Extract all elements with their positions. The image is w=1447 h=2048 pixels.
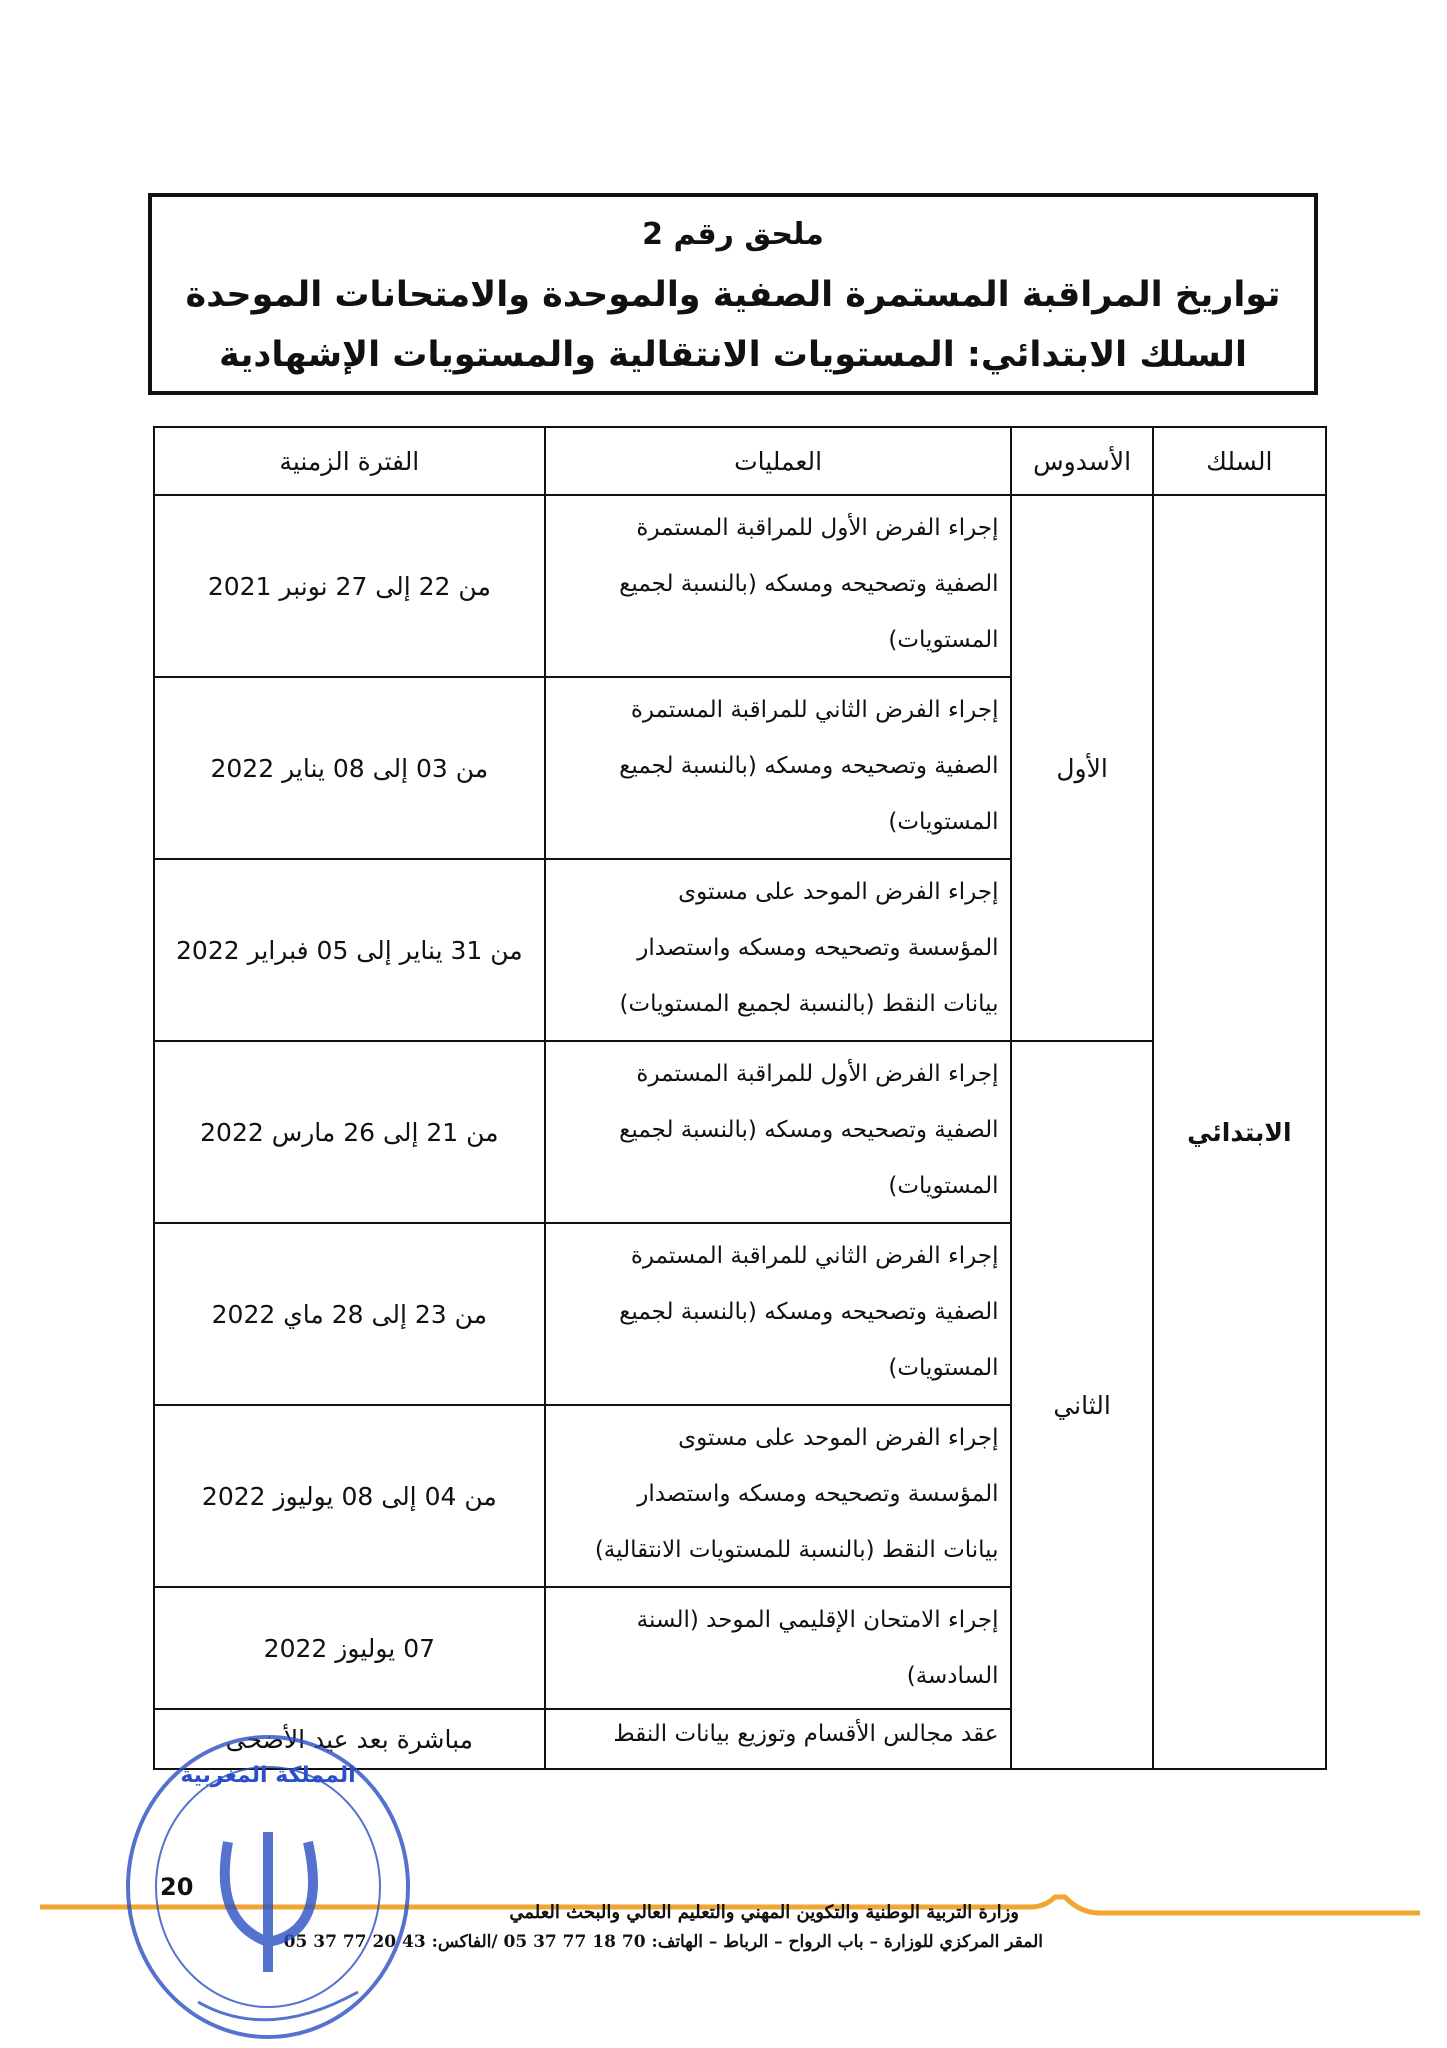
- period-cell: من 31 يناير إلى 05 فبراير 2022: [154, 859, 545, 1041]
- operation-cell: [545, 1587, 1012, 1709]
- operation-cell: [545, 495, 1012, 677]
- cycle-cell: الابتدائي: [1153, 495, 1326, 1769]
- operation-cell: [545, 1405, 1012, 1587]
- operation-line: المستويات): [888, 1355, 999, 1381]
- operation-line: عقد مجالس الأقسام وتوزيع بيانات النقط: [613, 1721, 999, 1747]
- operation-line: بيانات النقط (بالنسبة للمستويات الانتقالية): [594, 1537, 999, 1563]
- operation-cell: [545, 1041, 1012, 1223]
- header-period: الفترة الزمنية: [154, 427, 545, 495]
- period-cell: 07 يوليوز 2022: [154, 1587, 545, 1709]
- operation-line: المستويات): [888, 809, 999, 835]
- operation-line: المستويات): [888, 627, 999, 653]
- operation-cell: [545, 1709, 1012, 1769]
- period-cell: مباشرة بعد عيد الأضحى: [154, 1709, 545, 1769]
- operation-line: بيانات النقط (بالنسبة لجميع المستويات): [619, 991, 999, 1017]
- page-number: 20: [160, 1873, 194, 1901]
- operation-line: المؤسسة وتصحيحه ومسكه واستصدار: [637, 1481, 999, 1507]
- operation-line: إجراء الامتحان الإقليمي الموحد (السنة: [636, 1607, 999, 1633]
- operation-line: إجراء الفرض الأول للمراقبة المستمرة: [636, 515, 999, 541]
- table-header-row: [154, 427, 1326, 495]
- operation-line: إجراء الفرض الموحد على مستوى: [678, 1425, 999, 1451]
- operation-line: الصفية وتصحيحه ومسكه (بالنسبة لجميع: [619, 1117, 999, 1143]
- operation-line: إجراء الفرض الثاني للمراقبة المستمرة: [630, 1243, 999, 1269]
- operation-line: إجراء الفرض الموحد على مستوى: [678, 879, 999, 905]
- ministry-name: وزارة التربية الوطنية والتكوين المهني والتعليم العالي والبحث العلمي: [509, 1902, 1019, 1923]
- schedule-table: [153, 426, 1327, 1770]
- header-cycle: السلك: [1153, 427, 1326, 495]
- semester-second-cell: الثاني: [1011, 1041, 1152, 1769]
- document-header: [148, 193, 1318, 395]
- semester-first-cell: الأول: [1011, 495, 1152, 1041]
- ministry-address: المقر المركزي للوزارة – باب الرواح – الرباط – الهاتف: 70 18 77 37 05 /الفاكس: 43 20 77 37 05: [283, 1932, 1043, 1952]
- operation-cell: [545, 859, 1012, 1041]
- stamp-text: المملكة المغربية: [180, 1763, 356, 1788]
- operation-line: الصفية وتصحيحه ومسكه (بالنسبة لجميع: [619, 753, 999, 779]
- period-cell: من 22 إلى 27 نونبر 2021: [154, 495, 545, 677]
- annex-label: ملحق رقم 2: [642, 217, 824, 252]
- document-title: تواريخ المراقبة المستمرة الصفية والموحدة والامتحانات الموحدة: [185, 275, 1281, 315]
- table-body: [154, 495, 1326, 1769]
- operation-cell: [545, 1223, 1012, 1405]
- operation-line: المؤسسة وتصحيحه ومسكه واستصدار: [637, 935, 999, 961]
- operation-line: المستويات): [888, 1173, 999, 1199]
- official-stamp: [118, 1722, 418, 2042]
- header-operations: العمليات: [545, 427, 1012, 495]
- header-semester: الأسدوس: [1011, 427, 1152, 495]
- period-cell: من 04 إلى 08 يوليوز 2022: [154, 1405, 545, 1587]
- operation-line: إجراء الفرض الثاني للمراقبة المستمرة: [630, 697, 999, 723]
- operation-line: الصفية وتصحيحه ومسكه (بالنسبة لجميع: [619, 1299, 999, 1325]
- period-cell: من 03 إلى 08 يناير 2022: [154, 677, 545, 859]
- table-row: [154, 1041, 1326, 1223]
- operation-cell: [545, 677, 1012, 859]
- operation-line: السادسة): [906, 1663, 999, 1689]
- operation-line: الصفية وتصحيحه ومسكه (بالنسبة لجميع: [619, 571, 999, 597]
- period-cell: من 21 إلى 26 مارس 2022: [154, 1041, 545, 1223]
- table-row: [154, 495, 1326, 677]
- period-cell: من 23 إلى 28 ماي 2022: [154, 1223, 545, 1405]
- operation-line: إجراء الفرض الأول للمراقبة المستمرة: [636, 1061, 999, 1087]
- document-subtitle: السلك الابتدائي: المستويات الانتقالية والمستويات الإشهادية: [219, 335, 1247, 375]
